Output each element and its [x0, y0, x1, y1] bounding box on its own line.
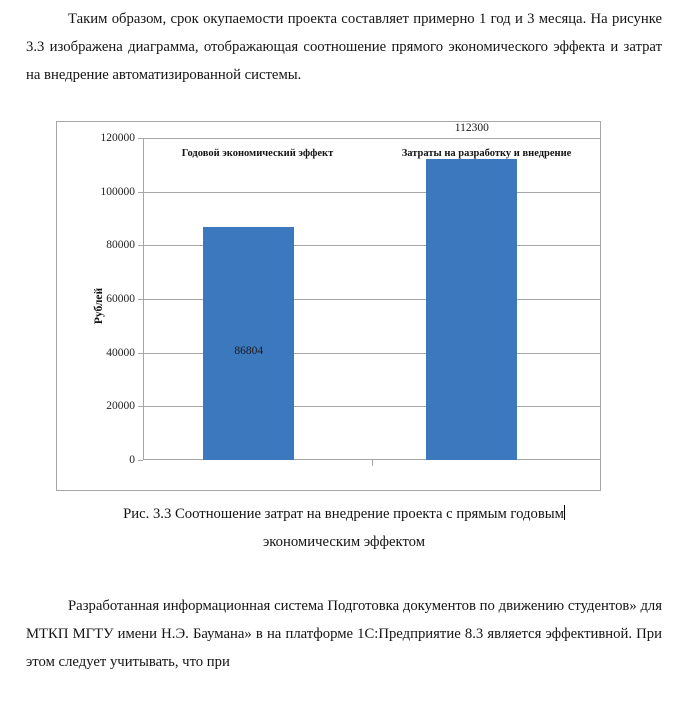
y-tick-label-100000: 100000 [100, 185, 135, 198]
y-tick-label-20000: 20000 [106, 400, 135, 413]
figure-caption-line-2: экономическим эффектом [262, 534, 426, 551]
tick-mark-40000 [138, 353, 143, 354]
y-tick-label-120000: 120000 [100, 132, 135, 144]
figure-caption-line-1 [26, 500, 662, 528]
figure-caption-text-1: Рис. 3.3 Соотношение затрат на внедрение проекта с прямым годовым [123, 506, 564, 522]
bar-1[interactable] [426, 159, 517, 460]
category-label-1: Затраты на разработку и внедрение [401, 148, 572, 159]
figure-caption [26, 500, 662, 557]
final-paragraph-text: Разработанная информационная система Подготовка документов по движению студентов» для МТКП МГТУ имени Н.Э. Баумана» в на платформе 1С:Предприятие 8.3 является эффективной. При этом следует учитывать, что при [26, 598, 662, 671]
chart-plot-area [100, 121, 601, 466]
tick-mark-0 [138, 460, 143, 461]
y-tick-label-40000: 40000 [106, 346, 135, 359]
bar-0[interactable] [203, 227, 294, 460]
y-tick-label-0: 0 [129, 454, 135, 466]
intro-paragraph-text: Таким образом, срок окупаемости проекта составляет примерно 1 год и 3 месяца. На рисунке 3.3 изображена диаграмма, отображающая соотношение прямого экономического эффекта и затрат на внедрение автоматизированной системы. [26, 11, 662, 84]
gridline-120000 [143, 138, 601, 139]
tick-mark-60000 [138, 299, 143, 300]
intro-paragraph [26, 5, 662, 90]
tick-mark-80000 [138, 245, 143, 246]
tick-mark-100000 [138, 192, 143, 193]
bar-value-label-1: 112300 [454, 121, 489, 134]
bar-chart-figure [56, 121, 601, 491]
tick-mark-120000 [138, 138, 143, 139]
y-tick-label-80000: 80000 [106, 239, 135, 252]
final-paragraph [26, 592, 662, 677]
gridline-100000 [143, 192, 601, 193]
text-cursor [564, 505, 565, 520]
bar-value-label-0: 86804 [234, 344, 264, 357]
category-label-0: Годовой экономический эффект [181, 148, 334, 159]
y-axis-title: Рублей [93, 287, 106, 325]
category-separator-tick [372, 460, 373, 466]
y-tick-label-60000: 60000 [106, 293, 135, 305]
tick-mark-20000 [138, 406, 143, 407]
